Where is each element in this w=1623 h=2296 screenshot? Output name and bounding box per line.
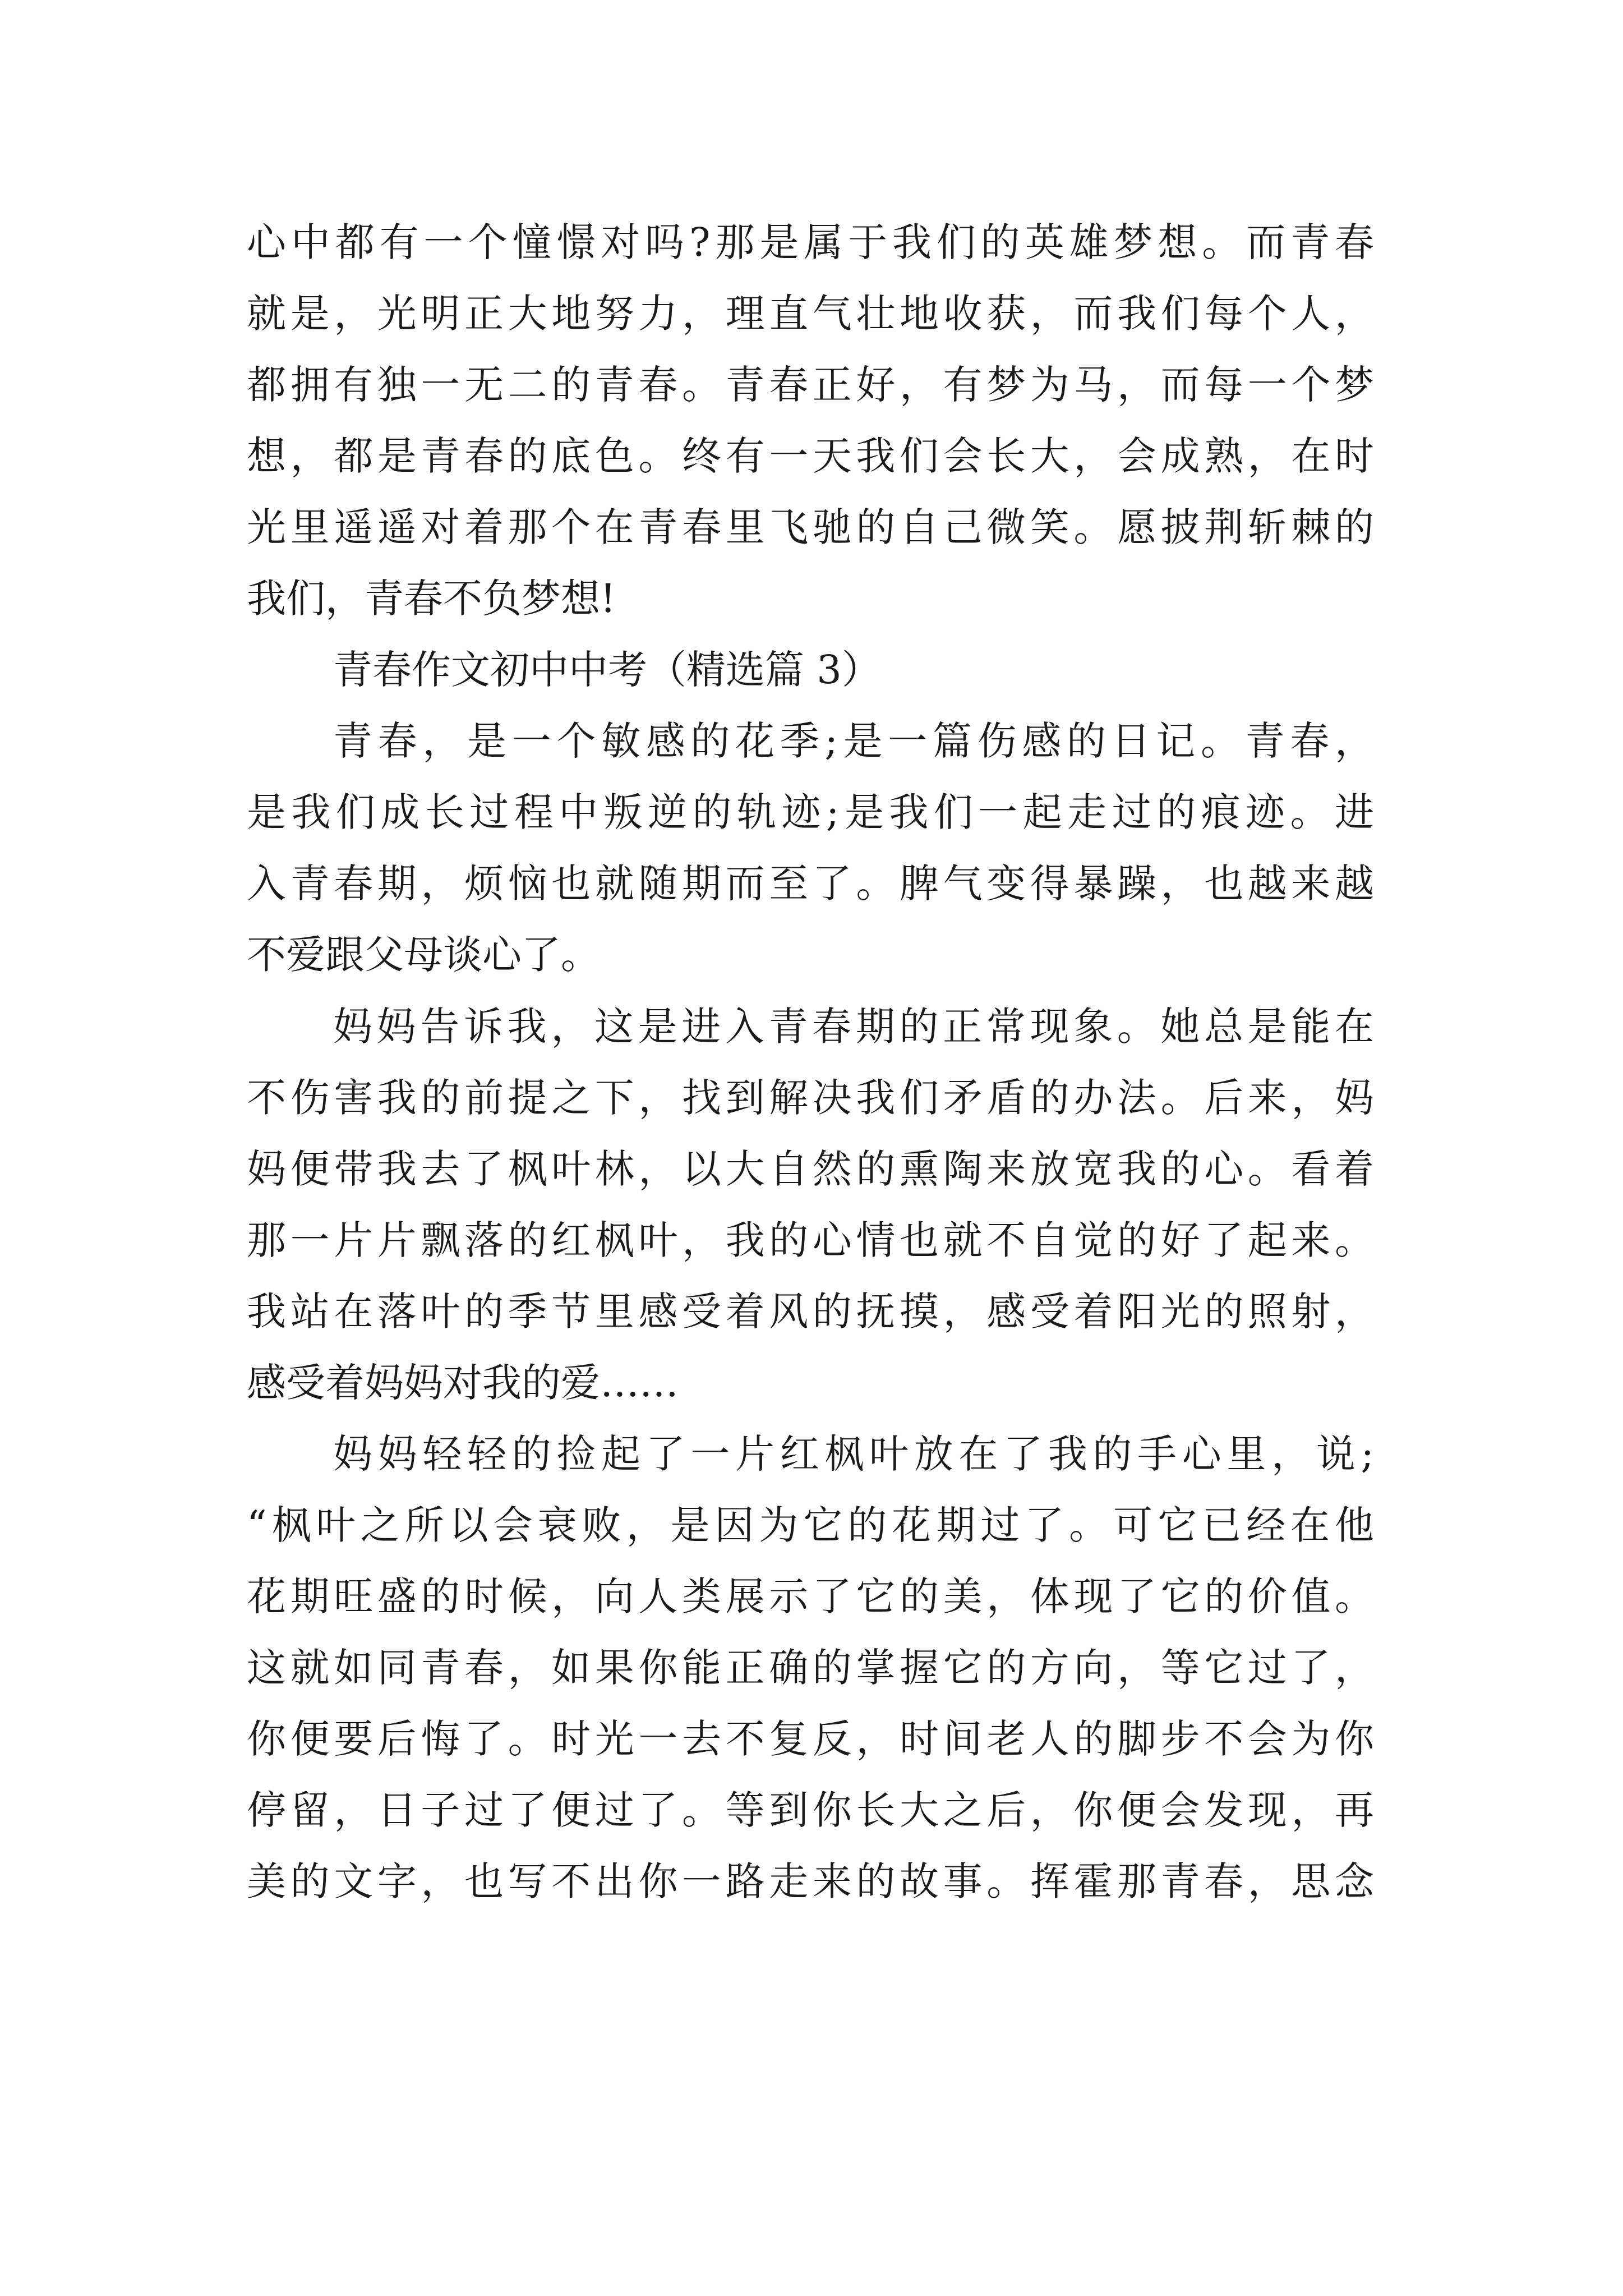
text-line: 美的文字，也写不出你一路走来的故事。挥霍那青春，思念 [247, 1858, 1374, 1904]
paragraph [247, 706, 1374, 991]
text-line: 入青春期，烦恼也就随期而至了。脾气变得暴躁，也越来越 [247, 861, 1374, 907]
text-line: 都拥有独一无二的青春。青春正好，有梦为马，而每一个梦 [247, 362, 1374, 408]
text-line: 青春，是一个敏感的花季;是一篇伤感的日记。青春， [333, 718, 1374, 764]
text-line: 妈便带我去了枫叶林，以大自然的熏陶来放宽我的心。看着 [247, 1146, 1374, 1192]
text-line: 不伤害我的前提之下，找到解决我们矛盾的办法。后来，妈 [247, 1075, 1374, 1121]
text-line: 我们，青春不负梦想! [247, 576, 616, 622]
heading-text: 青春作文初中中考（精选篇 3） [333, 647, 881, 693]
text-line: 你便要后悔了。时光一去不复反，时间老人的脚步不会为你 [247, 1716, 1374, 1762]
text-line: 那一片片飘落的红枫叶，我的心情也就不自觉的好了起来。 [247, 1217, 1374, 1263]
text-line: 感受着妈妈对我的爱…… [247, 1360, 679, 1406]
text-line: 妈妈告诉我，这是进入青春期的正常现象。她总是能在 [333, 1004, 1374, 1050]
text-line: 光里遥遥对着那个在青春里飞驰的自己微笑。愿披荆斩棘的 [247, 504, 1374, 550]
text-line: 这就如同青春，如果你能正确的掌握它的方向，等它过了， [247, 1645, 1374, 1691]
text-line: 花期旺盛的时候，向人类展示了它的美，体现了它的价值。 [247, 1573, 1374, 1619]
text-line: 我站在落叶的季节里感受着风的抚摸，感受着阳光的照射， [247, 1289, 1374, 1335]
paragraph [247, 1419, 1374, 1917]
text-line: “枫叶之所以会衰败，是因为它的花期过了。可它已经在他 [247, 1502, 1374, 1548]
text-line: 是我们成长过程中叛逆的轨迹;是我们一起走过的痕迹。进 [247, 789, 1374, 835]
paragraph [247, 991, 1374, 1419]
section-heading [247, 634, 1374, 706]
text-line: 想，都是青春的底色。终有一天我们会长大，会成熟，在时 [247, 433, 1374, 479]
paragraph-continuation [247, 207, 1374, 634]
text-line: 不爱跟父母谈心了。 [247, 932, 600, 978]
text-line: 停留，日子过了便过了。等到你长大之后，你便会发现，再 [247, 1787, 1374, 1833]
text-line: 就是，光明正大地努力，理直气壮地收获，而我们每个人， [247, 291, 1374, 337]
text-line: 心中都有一个憧憬对吗?那是属于我们的英雄梦想。而青春 [247, 219, 1374, 265]
text-line: 妈妈轻轻的捡起了一片红枫叶放在了我的手心里，说; [333, 1431, 1374, 1477]
